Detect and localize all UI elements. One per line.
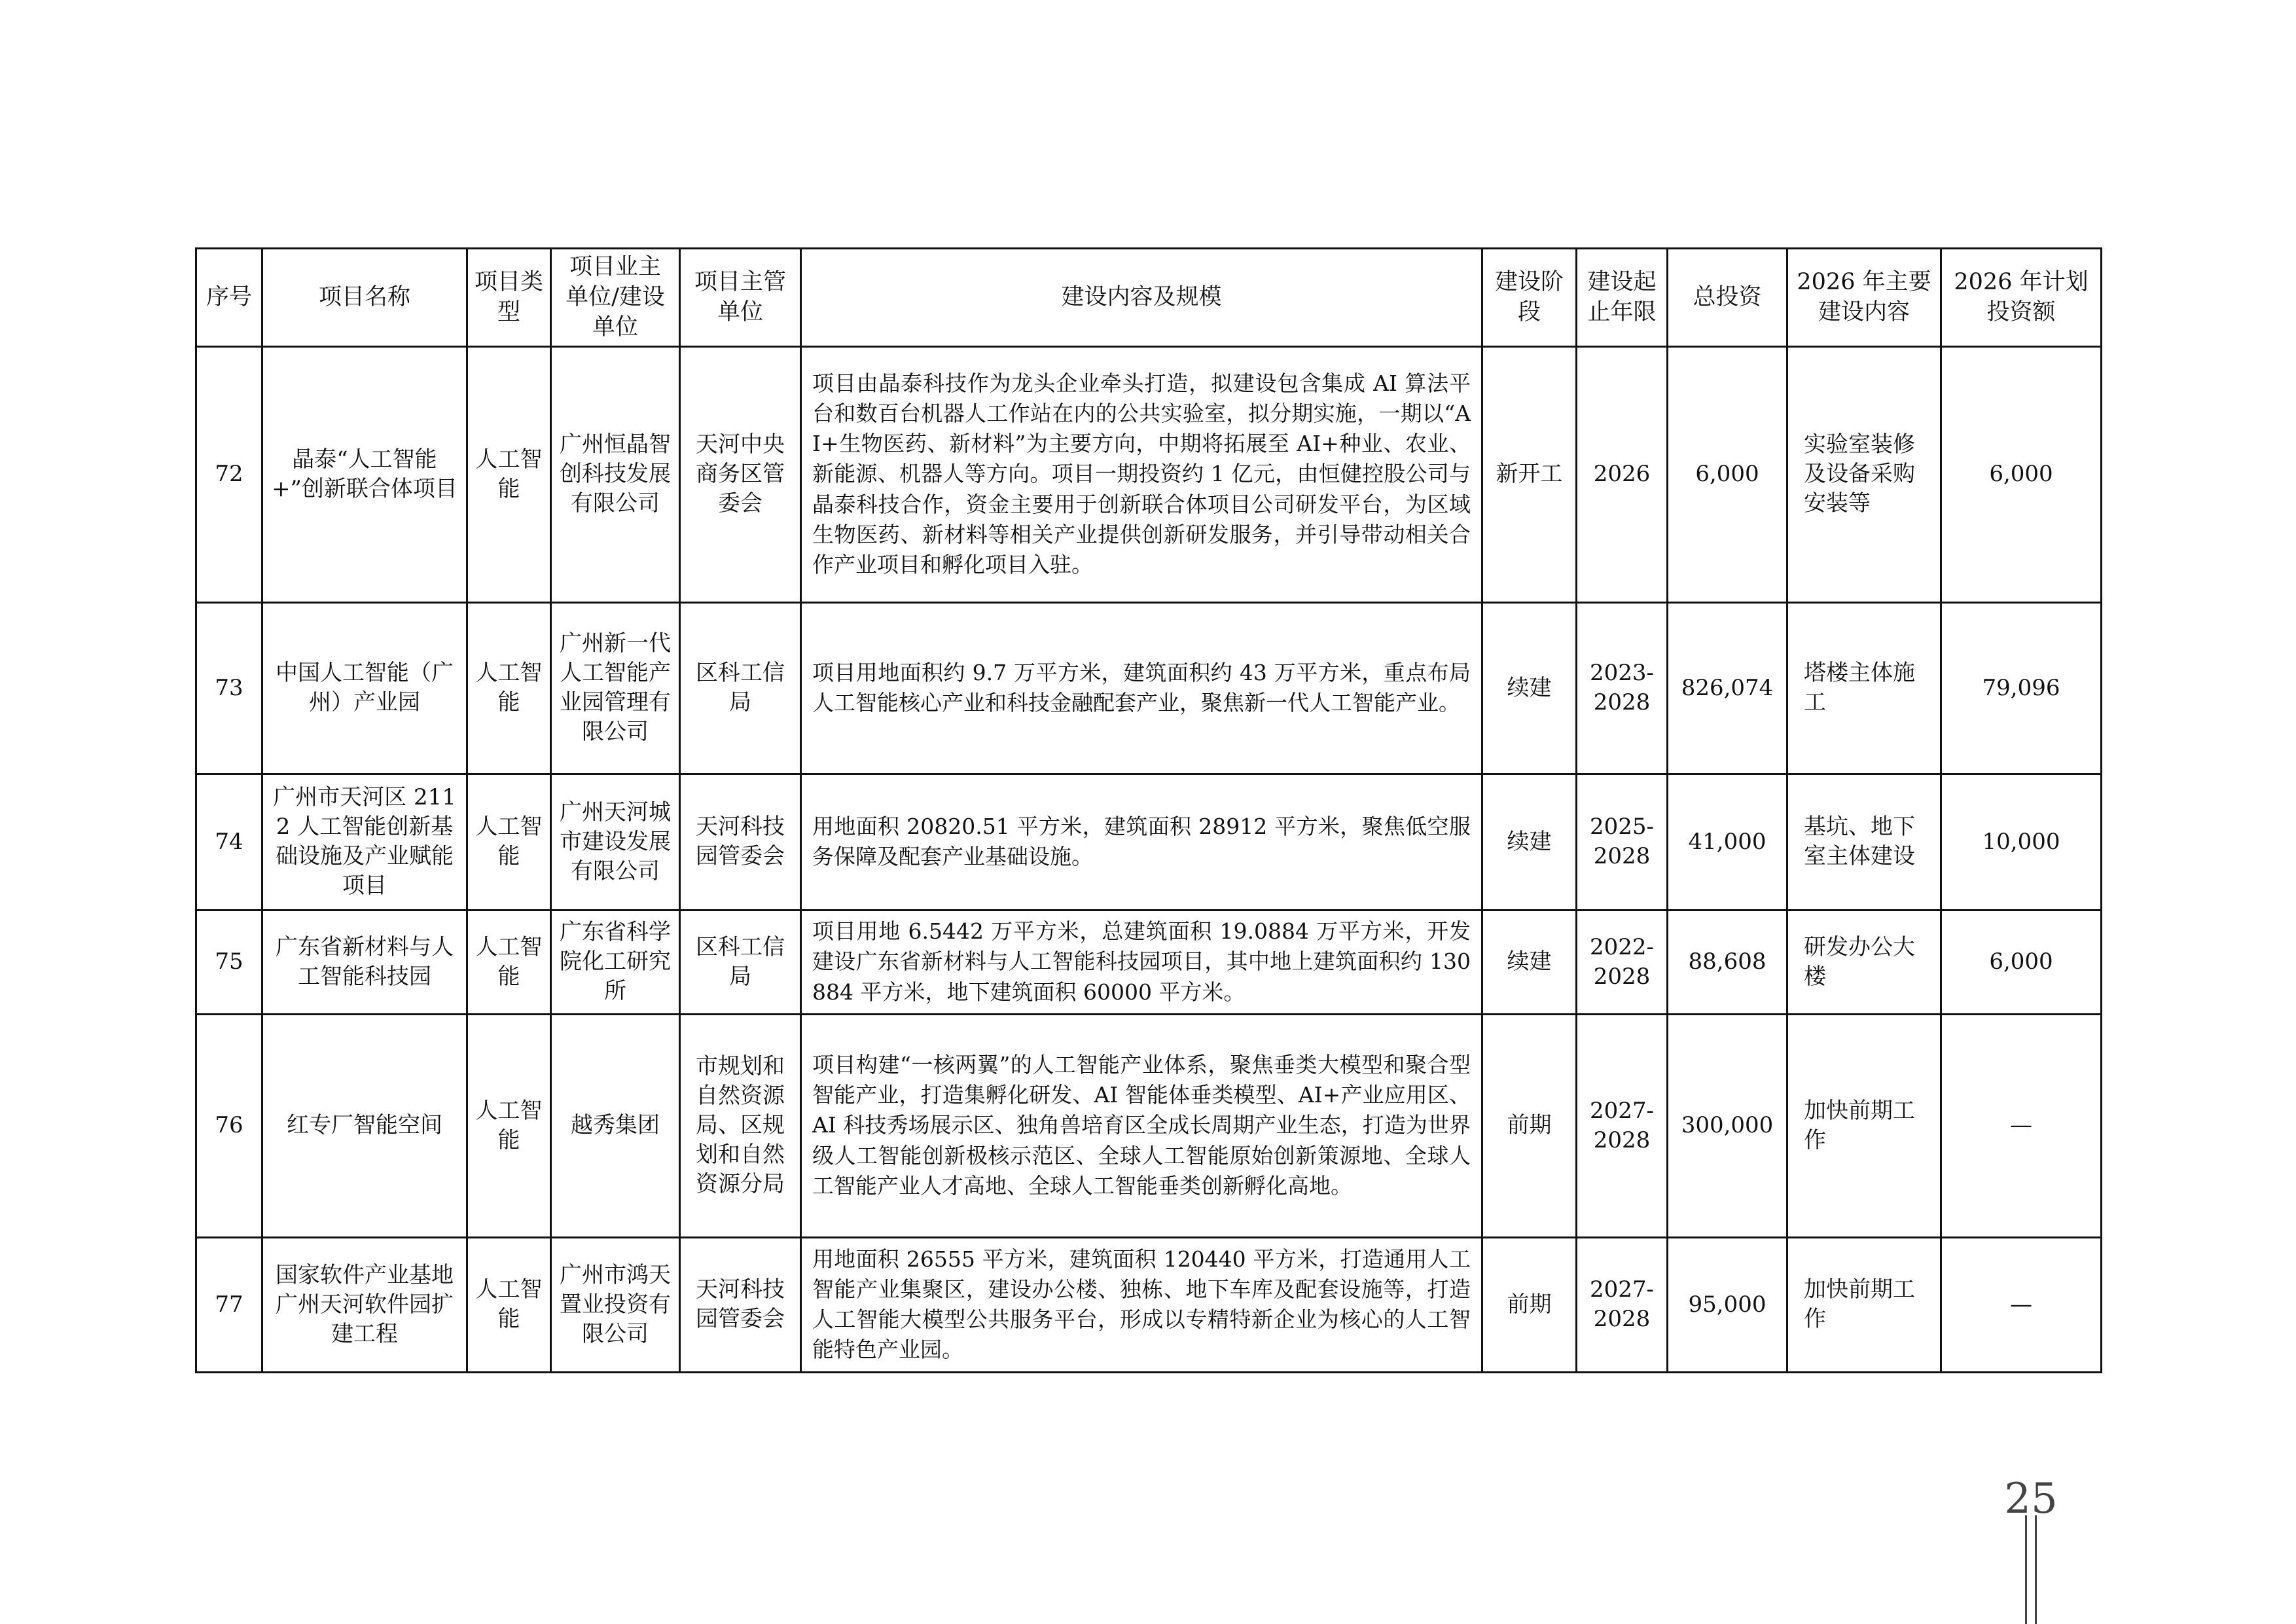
row-plan: 实验室装修及设备采购安装等 bbox=[1787, 346, 1941, 602]
row-total: 95,000 bbox=[1668, 1237, 1787, 1372]
project-table bbox=[195, 247, 2102, 1373]
row-total: 300,000 bbox=[1668, 1014, 1787, 1237]
row-owner: 广州市鸿天置业投资有限公司 bbox=[551, 1237, 680, 1372]
row-plan-amount: 6,000 bbox=[1941, 346, 2102, 602]
row-name: 中国人工智能（广州）产业园 bbox=[262, 602, 467, 774]
page-number-rule bbox=[2025, 1515, 2037, 1624]
row-period: 2026 bbox=[1577, 346, 1668, 602]
row-content: 用地面积 26555 平方米，建筑面积 120440 平方米，打造通用人工智能产业集聚区，建设办公楼、独栋、地下车库及配套设施等，打造人工智能大模型公共服务平台，形成以专精特新企业为核心的人工智能特色产业园。 bbox=[801, 1237, 1482, 1372]
header-name: 项目名称 bbox=[262, 249, 467, 347]
row-plan-amount: — bbox=[1941, 1237, 2102, 1372]
row-type: 人工智能 bbox=[467, 774, 551, 910]
row-content: 用地面积 20820.51 平方米，建筑面积 28912 平方米，聚焦低空服务保障及配套产业基础设施。 bbox=[801, 774, 1482, 910]
row-stage: 续建 bbox=[1482, 910, 1577, 1014]
row-name: 红专厂智能空间 bbox=[262, 1014, 467, 1237]
row-name: 广州市天河区 2112 人工智能创新基础设施及产业赋能项目 bbox=[262, 774, 467, 910]
row-plan: 研发办公大楼 bbox=[1787, 910, 1941, 1014]
row-stage: 新开工 bbox=[1482, 346, 1577, 602]
row-name: 晶泰“人工智能+”创新联合体项目 bbox=[262, 346, 467, 602]
row-plan: 加快前期工作 bbox=[1787, 1237, 1941, 1372]
header-owner: 项目业主单位/建设单位 bbox=[551, 249, 680, 347]
row-content: 项目由晶泰科技作为龙头企业牵头打造，拟建设包含集成 AI 算法平台和数百台机器人工作站在内的公共实验室，拟分期实施，一期以“AI+生物医药、新材料”为主要方向，中期将拓展至 AI+种业、农业、新能源、机器人等方向。项目一期投资约 1 亿元，由恒健控股公司与晶泰科技合作，资金主要用于创新联合体项目公司研发平台，为区域生物医药、新材料等相关产业提供创新研发服务，并引导带动相关合作产业项目和孵化项目入驻。 bbox=[801, 346, 1482, 602]
row-owner: 广州天河城市建设发展有限公司 bbox=[551, 774, 680, 910]
row-content: 项目用地 6.5442 万平方米，总建筑面积 19.0884 万平方米，开发建设广东省新材料与人工智能科技园项目，其中地上建筑面积约 130884 平方米，地下建筑面积 60000 平方米。 bbox=[801, 910, 1482, 1014]
row-no: 77 bbox=[196, 1237, 262, 1372]
row-total: 88,608 bbox=[1668, 910, 1787, 1014]
table-row bbox=[196, 1237, 2102, 1372]
header-plan-amount: 2026 年计划投资额 bbox=[1941, 249, 2102, 347]
row-plan: 加快前期工作 bbox=[1787, 1014, 1941, 1237]
row-plan-amount: — bbox=[1941, 1014, 2102, 1237]
table-row bbox=[196, 1014, 2102, 1237]
header-no: 序号 bbox=[196, 249, 262, 347]
row-no: 74 bbox=[196, 774, 262, 910]
row-period: 2025-2028 bbox=[1577, 774, 1668, 910]
row-authority: 区科工信局 bbox=[680, 910, 801, 1014]
header-stage: 建设阶段 bbox=[1482, 249, 1577, 347]
row-type: 人工智能 bbox=[467, 602, 551, 774]
row-period: 2022-2028 bbox=[1577, 910, 1668, 1014]
row-type: 人工智能 bbox=[467, 346, 551, 602]
row-owner: 广州新一代人工智能产业园管理有限公司 bbox=[551, 602, 680, 774]
row-plan: 基坑、地下室主体建设 bbox=[1787, 774, 1941, 910]
row-no: 76 bbox=[196, 1014, 262, 1237]
row-authority: 天河科技园管委会 bbox=[680, 774, 801, 910]
table-row bbox=[196, 910, 2102, 1014]
row-total: 6,000 bbox=[1668, 346, 1787, 602]
row-stage: 续建 bbox=[1482, 774, 1577, 910]
row-owner: 越秀集团 bbox=[551, 1014, 680, 1237]
page-number: 25 bbox=[2004, 1475, 2058, 1523]
row-total: 826,074 bbox=[1668, 602, 1787, 774]
header-type: 项目类型 bbox=[467, 249, 551, 347]
row-period: 2023-2028 bbox=[1577, 602, 1668, 774]
row-no: 72 bbox=[196, 346, 262, 602]
row-stage: 前期 bbox=[1482, 1014, 1577, 1237]
table-row bbox=[196, 602, 2102, 774]
row-content: 项目构建“一核两翼”的人工智能产业体系，聚焦垂类大模型和聚合型智能产业，打造集孵化研发、AI 智能体垂类模型、AI+产业应用区、AI 科技秀场展示区、独角兽培育区全成长周期产业生态，打造为世界级人工智能创新极核示范区、全球人工智能原始创新策源地、全球人工智能产业人才高地、全球人工智能垂类创新孵化高地。 bbox=[801, 1014, 1482, 1237]
row-plan-amount: 6,000 bbox=[1941, 910, 2102, 1014]
table-row bbox=[196, 774, 2102, 910]
row-authority: 天河科技园管委会 bbox=[680, 1237, 801, 1372]
row-stage: 前期 bbox=[1482, 1237, 1577, 1372]
row-no: 75 bbox=[196, 910, 262, 1014]
row-plan-amount: 10,000 bbox=[1941, 774, 2102, 910]
row-total: 41,000 bbox=[1668, 774, 1787, 910]
table-row bbox=[196, 346, 2102, 602]
header-period: 建设起止年限 bbox=[1577, 249, 1668, 347]
row-type: 人工智能 bbox=[467, 910, 551, 1014]
header-content: 建设内容及规模 bbox=[801, 249, 1482, 347]
row-owner: 广东省科学院化工研究所 bbox=[551, 910, 680, 1014]
row-authority: 天河中央商务区管委会 bbox=[680, 346, 801, 602]
row-owner: 广州恒晶智创科技发展有限公司 bbox=[551, 346, 680, 602]
header-total: 总投资 bbox=[1668, 249, 1787, 347]
header-plan: 2026 年主要建设内容 bbox=[1787, 249, 1941, 347]
row-period: 2027-2028 bbox=[1577, 1237, 1668, 1372]
header-authority: 项目主管单位 bbox=[680, 249, 801, 347]
row-type: 人工智能 bbox=[467, 1014, 551, 1237]
row-no: 73 bbox=[196, 602, 262, 774]
row-plan: 塔楼主体施工 bbox=[1787, 602, 1941, 774]
row-authority: 区科工信局 bbox=[680, 602, 801, 774]
row-period: 2027-2028 bbox=[1577, 1014, 1668, 1237]
header-row bbox=[196, 249, 2102, 347]
row-content: 项目用地面积约 9.7 万平方米，建筑面积约 43 万平方米，重点布局人工智能核心产业和科技金融配套产业，聚焦新一代人工智能产业。 bbox=[801, 602, 1482, 774]
row-plan-amount: 79,096 bbox=[1941, 602, 2102, 774]
row-name: 国家软件产业基地广州天河软件园扩建工程 bbox=[262, 1237, 467, 1372]
row-name: 广东省新材料与人工智能科技园 bbox=[262, 910, 467, 1014]
row-type: 人工智能 bbox=[467, 1237, 551, 1372]
row-stage: 续建 bbox=[1482, 602, 1577, 774]
row-authority: 市规划和自然资源局、区规划和自然资源分局 bbox=[680, 1014, 801, 1237]
